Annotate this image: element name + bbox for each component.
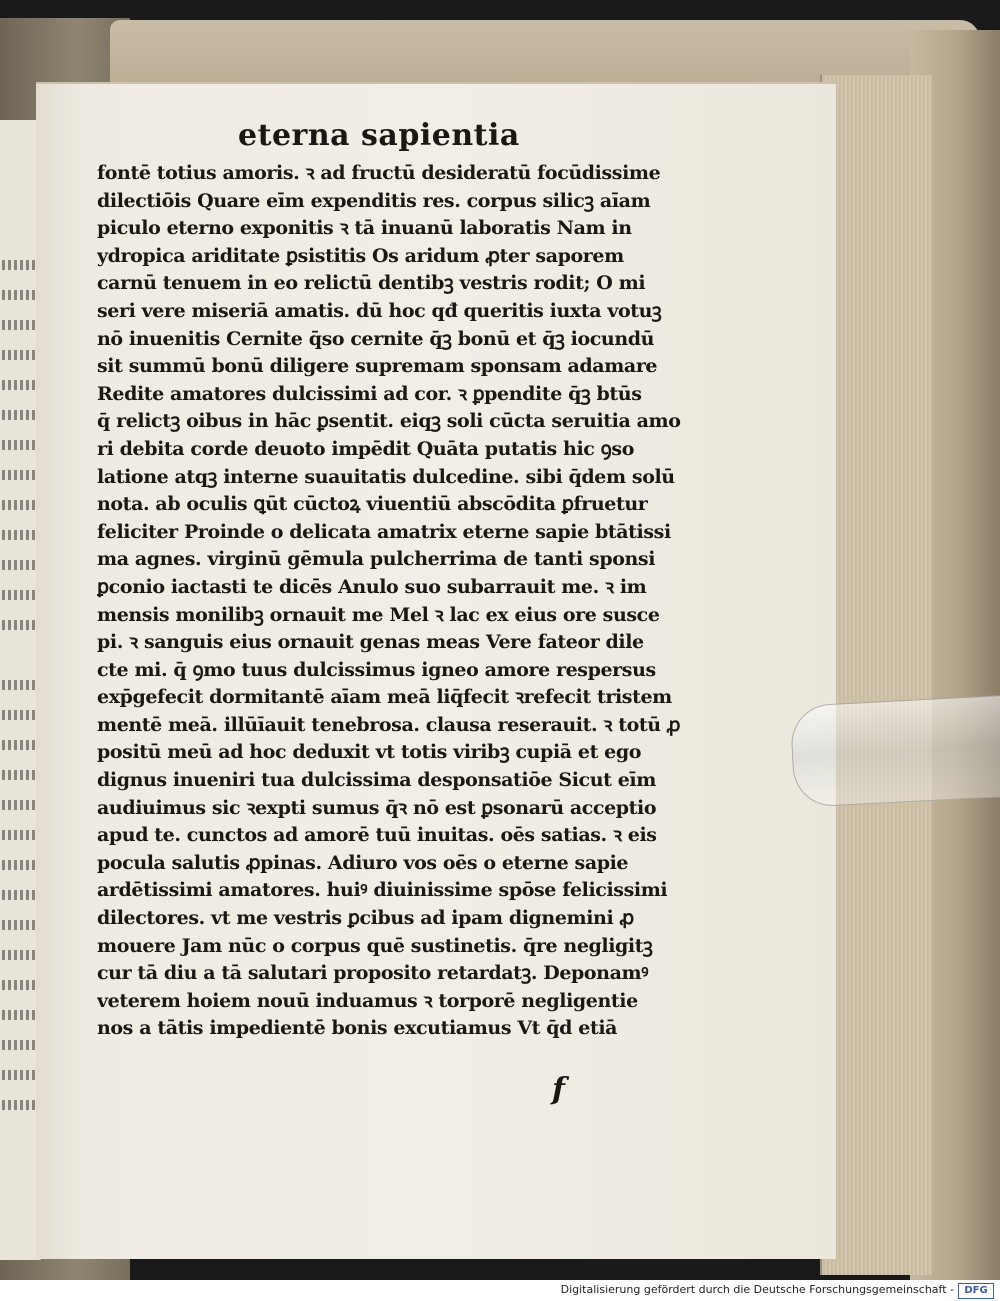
text-line: Redite amatores dulcissimi ad cor. ꝛ ꝑpendite q̄ꝫ btūs: [97, 382, 642, 405]
text-line: nos a tātis impedientē bonis excutiamus Vt q̄d etiā: [97, 1017, 618, 1040]
text-line: cte mi. q̄ ꝯmo tuus dulcissimus igneo amore respersus: [97, 658, 656, 681]
text-line: piculo eterno exponitis ꝛ tā inuanū laboratis Nam in: [97, 217, 632, 240]
text-line: latione atqꝫ interne suauitatis dulcedine. sibi q̄dem solū: [97, 465, 675, 488]
text-line: carnū tenuem in eo relictū dentibꝫ vestris rodit; O mi: [97, 272, 646, 295]
left-page: [0, 120, 41, 1260]
text-line: pi. ꝛ sanguis eius ornauit genas meas Vere fateor dile: [97, 631, 644, 654]
text-line: ma agnes. virginū gēmula pulcherrima de tanti sponsi: [97, 548, 656, 571]
text-line: ardētissimi amatores. huiꝰ diuinissime spōse felicissimi: [97, 879, 668, 902]
text-line: audiuimus sic ꝛexpti sumus q̄ꝛ nō est ꝑsonarū acceptio: [97, 796, 657, 819]
text-line: nō inuenitis Cernite q̄so cernite q̄ꝫ bonū et q̄ꝫ iocundū: [97, 327, 655, 350]
text-line: dignus inueniri tua dulcissima desponsatiōe Sicut eīm: [97, 769, 656, 792]
text-line: ꝑconio iactasti te dicēs Anulo suo subarrauit me. ꝛ im: [97, 575, 647, 598]
text-line: dilectores. vt me vestris ꝑcibus ad ipam dignemini ꝓ: [97, 907, 634, 930]
text-line: pocula salutis ꝓpinas. Adiuro vos oēs o eterne sapie: [97, 851, 629, 874]
page-body-text: [97, 160, 682, 1043]
text-line: mentē meā. illūīauit tenebrosa. clausa reserauit. ꝛ totū ꝓ: [97, 713, 681, 736]
text-line: mouere Jam nūc o corpus quē sustinetis. q̄re negligitꝫ: [97, 934, 653, 957]
text-line: q̄ relictꝫ oibus in hāc ꝑsentit. eiqꝫ soli cūcta seruitia amo: [97, 410, 681, 433]
dfg-logo-icon: DFG: [958, 1283, 994, 1299]
page-fore-edge: [820, 75, 932, 1275]
text-line: dilectiōis Quare eīm expenditis res. corpus silicꝫ aīam: [97, 189, 651, 212]
text-line: ydropica ariditate ꝑsistitis Os aridum ꝓter saporem: [97, 244, 624, 267]
funding-credit: Digitalisierung gefördert durch die Deutsche Forschungsgemeinschaft -: [560, 1283, 954, 1296]
text-line: feliciter Proinde o delicata amatrix eterne sapie btātissi: [97, 520, 671, 543]
text-line: seri vere miseriā amatis. dū hoc qđ queritis iuxta votuꝫ: [97, 299, 662, 322]
text-line: nota. ab oculis ꝗūt cūctoꝝ viuentiū abscōdita ꝑfruetur: [97, 493, 648, 516]
footer-bar: [0, 1280, 1000, 1301]
text-line: positū meū ad hoc deduxit vt totis viribꝫ cupiā et ego: [97, 741, 642, 764]
text-line: fontē totius amoris. ꝛ ad fructū desideratū focūdissime: [97, 162, 661, 184]
text-line: mensis monilibꝫ ornauit me Mel ꝛ lac ex eius ore susce: [97, 603, 660, 626]
text-line: cur tā diu a tā salutari proposito retardatꝫ. Deponamꝰ: [97, 962, 649, 985]
text-line: exp̄gefecit dormitantē aīam meā liq̄fecit ꝛrefecit tristem: [97, 686, 672, 709]
running-header: eterna sapientia: [238, 118, 520, 153]
glass-page-weight: [789, 694, 1000, 808]
text-line: sit summū bonū diligere supremam sponsam adamare: [97, 355, 658, 378]
signature-mark: f: [552, 1072, 565, 1107]
text-line: veterem hoiem nouū induamus ꝛ torporē negligentie: [97, 989, 638, 1012]
text-line: ri debita corde deuoto impēdit Quāta putatis hic ꝯso: [97, 437, 634, 460]
text-line: apud te. cunctos ad amorē tuū inuitas. oēs satias. ꝛ eis: [97, 824, 657, 847]
